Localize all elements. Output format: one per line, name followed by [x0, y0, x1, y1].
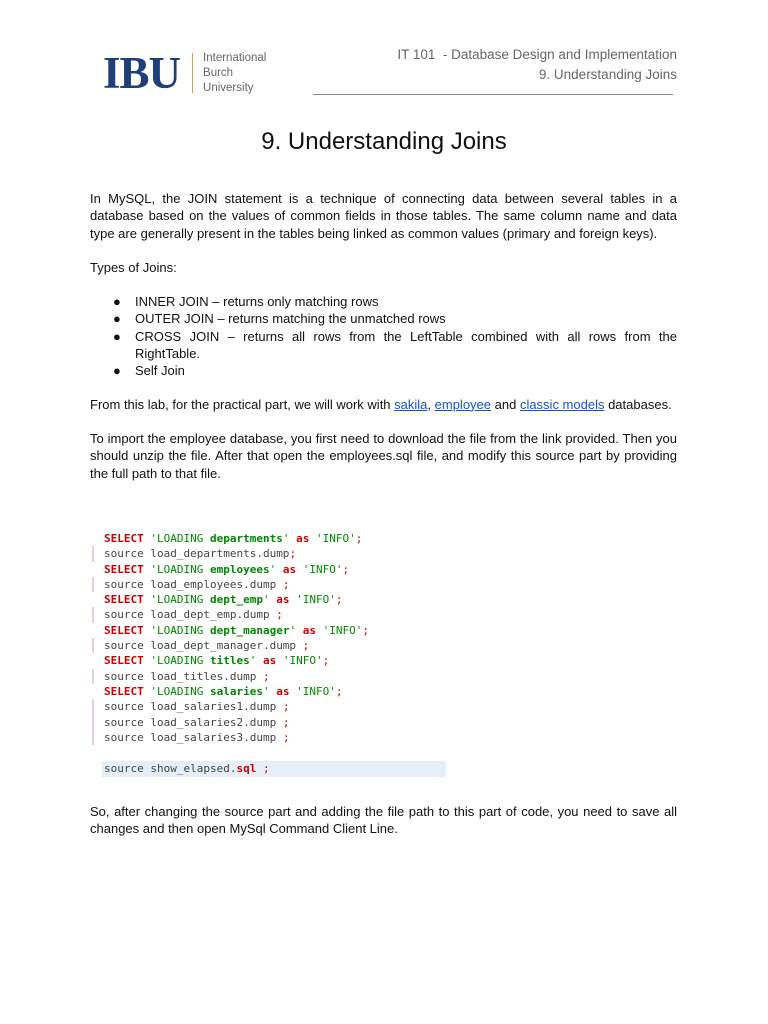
code-keyword: SELECT: [104, 654, 144, 668]
lab-text: databases.: [604, 396, 672, 412]
list-item: [113, 362, 677, 379]
closing-paragraph: So, after changing the source part and adding the file path to this part of code, you need to save all changes and then open MySql Command Client Line.: [90, 804, 677, 837]
import-paragraph: To import the employee database, you first need to download the file from the link provided. Then you should unzip the file. After that open the employees.sql file, and modify this source part by providing the full path to that file.: [90, 430, 677, 481]
intro-paragraph: In MySQL, the JOIN statement is a technique of connecting data between several tables in a database based on the values of common fields in those tables. The same column name and data type are generally present in the tables being linked as common values (primary and foreign keys).: [90, 191, 677, 241]
code-semicolon: ;: [276, 730, 290, 744]
code-string: 'LOADING: [150, 684, 210, 698]
list-item-text: OUTER JOIN – returns matching the unmatched rows: [135, 311, 446, 327]
code-line: [92, 684, 452, 699]
code-string: ': [282, 532, 290, 545]
logo-word: Burch: [203, 66, 234, 79]
code-keyword: SELECT: [104, 532, 144, 545]
code-keyword: source: [104, 669, 151, 683]
code-string: 'LOADING: [150, 623, 210, 637]
code-string: employees: [209, 562, 270, 576]
document-body: [90, 190, 677, 482]
code-line: [92, 653, 452, 668]
code-keyword: source: [104, 700, 151, 714]
code-semicolon: ;: [335, 593, 343, 607]
code-keyword: source: [104, 577, 151, 591]
code-string: ': [249, 654, 257, 668]
code-keyword: as: [296, 532, 310, 545]
code-file: load_dept_manager.dump: [150, 639, 297, 653]
code-keyword: source: [104, 762, 144, 775]
code-line: [92, 607, 452, 622]
code-string: 'INFO': [296, 684, 336, 698]
bullet-icon: ●: [113, 328, 121, 344]
code-semicolon: ;: [256, 762, 270, 775]
code-file: load_employees.dump: [150, 577, 277, 591]
code-line-highlighted: [102, 761, 446, 777]
code-keyword: source: [104, 547, 151, 561]
logo-word: University: [203, 81, 254, 94]
course-title: IT 101 - Database Design and Implementation: [397, 47, 677, 62]
code-semicolon: ;: [289, 547, 297, 561]
list-item: [113, 310, 677, 327]
code-space: [276, 563, 283, 576]
types-heading: Types of Joins:: [90, 259, 177, 275]
lab-sep: and: [491, 396, 520, 412]
code-line: [92, 623, 452, 638]
code-string: dept_emp: [209, 593, 263, 607]
code-semicolon: ;: [322, 654, 330, 668]
code-semicolon: ;: [342, 562, 350, 576]
code-string: dept_manager: [209, 623, 290, 637]
code-keyword: SELECT: [104, 562, 144, 576]
lab-paragraph: [90, 396, 677, 413]
code-semicolon: ;: [296, 639, 310, 653]
code-semicolon: ;: [269, 608, 283, 622]
university-logo: [103, 50, 266, 96]
code-keyword: source: [104, 715, 151, 729]
code-space: [296, 624, 303, 637]
code-string: 'LOADING: [150, 593, 210, 607]
code-string: 'INFO': [302, 562, 343, 576]
code-semicolon: ;: [276, 700, 290, 714]
code-string: 'INFO': [296, 593, 336, 607]
section-title: 9. Understanding Joins: [538, 67, 677, 82]
header-divider: [313, 94, 673, 95]
code-keyword: as: [276, 684, 290, 698]
code-space: [256, 654, 263, 667]
page-header: [397, 45, 677, 85]
lab-text: From this lab, for the practical part, we will work with: [90, 396, 395, 412]
code-file: load_salaries3.dump: [150, 730, 277, 744]
code-keyword: as: [282, 562, 297, 576]
code-space: [309, 532, 316, 545]
code-file: load_departments.dump: [150, 547, 290, 561]
code-space: [276, 654, 283, 667]
employee-link[interactable]: employee: [434, 396, 492, 412]
code-string: 'LOADING: [150, 654, 210, 668]
code-line: [92, 562, 452, 577]
code-line: [92, 715, 452, 730]
sakila-link[interactable]: sakila: [394, 396, 428, 412]
code-space: [316, 624, 323, 637]
code-semicolon: ;: [276, 577, 290, 591]
page-title: 9. Understanding Joins: [261, 128, 507, 155]
code-line: [92, 638, 452, 653]
code-block: [92, 531, 452, 745]
lab-sep: ,: [427, 396, 435, 412]
code-keyword: SELECT: [104, 684, 144, 698]
code-line: [92, 592, 452, 607]
list-item: [113, 293, 677, 310]
code-semicolon: ;: [362, 623, 369, 637]
code-string: 'INFO': [322, 623, 363, 637]
code-string: 'LOADING: [150, 532, 210, 545]
bullet-icon: ●: [113, 363, 121, 379]
code-line: [92, 546, 452, 561]
list-item-text: INNER JOIN – returns only matching rows: [135, 294, 379, 310]
code-keyword: SELECT: [104, 593, 144, 607]
code-line: [92, 730, 452, 745]
code-string: 'LOADING: [150, 562, 210, 576]
code-string: ': [262, 593, 270, 607]
logo-words: [203, 51, 266, 96]
code-semicolon: ;: [335, 684, 343, 698]
bullet-icon: ●: [113, 311, 121, 327]
code-line: [92, 669, 452, 684]
bullet-icon: ●: [113, 294, 121, 310]
code-ext: sql: [236, 762, 257, 775]
code-string: titles: [209, 654, 250, 668]
code-string: ': [262, 684, 270, 698]
code-keyword: as: [262, 654, 277, 668]
logo-divider: [192, 53, 193, 93]
list-item: [113, 328, 677, 363]
classic-models-link[interactable]: classic models: [519, 396, 605, 412]
code-line: [92, 577, 452, 592]
code-file: show_elapsed.: [150, 762, 237, 775]
code-keyword: as: [276, 593, 290, 607]
join-types-list: [90, 293, 677, 379]
code-string: salaries: [209, 684, 263, 698]
code-line: [92, 531, 452, 546]
code-line: [92, 699, 452, 714]
code-file: load_salaries1.dump: [150, 700, 277, 714]
code-semicolon: ;: [256, 669, 270, 683]
code-keyword: as: [302, 623, 316, 637]
logo-word: International: [203, 51, 267, 64]
code-keyword: source: [104, 730, 151, 744]
logo-mark: IBU: [103, 48, 181, 98]
code-string: departments: [209, 532, 283, 545]
code-semicolon: ;: [276, 715, 290, 729]
code-string: ': [269, 562, 277, 576]
code-string: 'INFO': [315, 532, 356, 545]
code-string: ': [289, 623, 297, 637]
code-keyword: source: [104, 639, 151, 653]
code-semicolon: ;: [355, 532, 363, 545]
list-item-text: Self Join: [135, 363, 185, 379]
code-file: load_dept_emp.dump: [150, 608, 270, 622]
list-item-text: CROSS JOIN – returns all rows from the LeftTable combined with all rows from the RightTable.: [135, 328, 677, 362]
code-space: [296, 563, 303, 576]
code-keyword: source: [104, 608, 151, 622]
code-keyword: SELECT: [104, 623, 144, 637]
code-file: load_titles.dump: [150, 669, 257, 683]
code-string: 'INFO': [282, 654, 323, 668]
code-file: load_salaries2.dump: [150, 715, 277, 729]
